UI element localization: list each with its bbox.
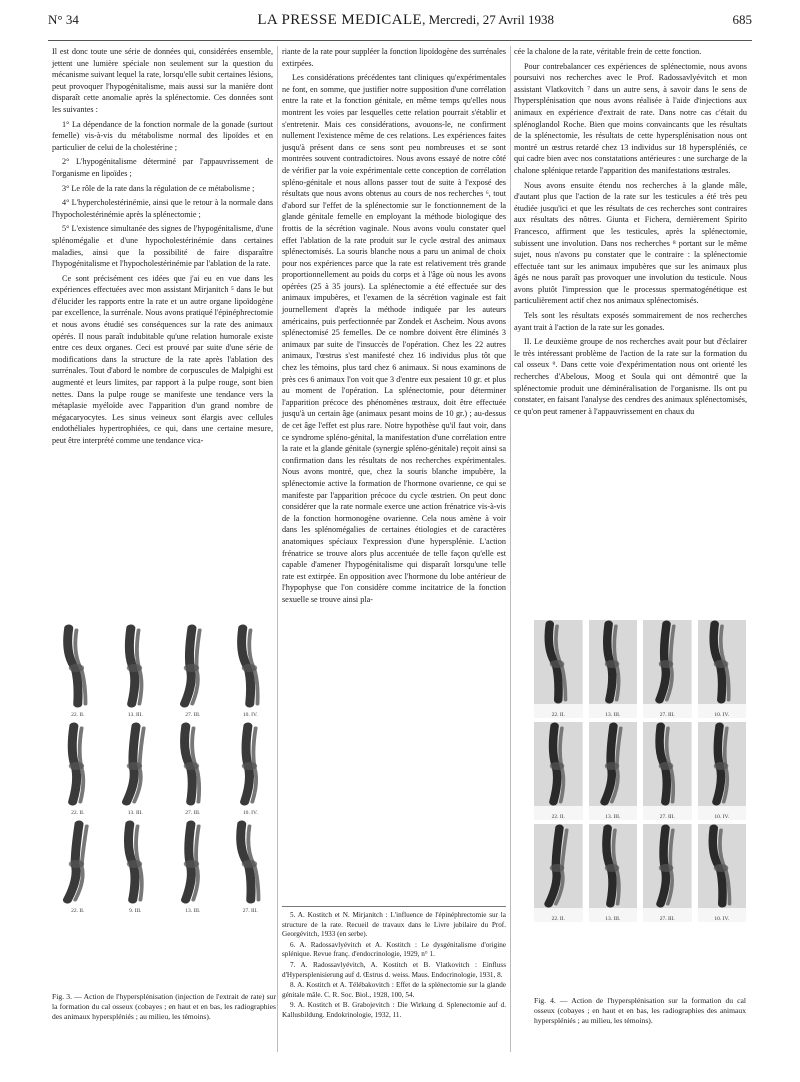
radiograph-image — [643, 620, 692, 704]
radiograph-image — [589, 620, 638, 704]
radiograph-panel — [110, 820, 162, 914]
radiograph-panel — [225, 722, 277, 816]
radiograph-image — [643, 722, 692, 806]
radiograph-date-label: 22. II. — [71, 810, 85, 816]
radiograph-date-label: 27. III. — [242, 908, 258, 914]
radiograph-date-label: 27. III. — [185, 712, 201, 718]
radiograph-image — [534, 620, 583, 704]
radiograph-panel — [589, 722, 638, 820]
radiograph-date-label: 27. III. — [659, 916, 675, 922]
paragraph: riante de la rate pour suppléer la fonction lipoïdogène des surrénales extirpées. — [282, 47, 506, 68]
radiograph-panel — [534, 722, 583, 820]
column-divider — [277, 46, 278, 1052]
radiograph-image — [52, 820, 104, 904]
radiograph-image — [110, 820, 162, 904]
radiograph-image — [589, 824, 638, 908]
radiograph-panel — [643, 620, 692, 718]
paragraph: Il est donc toute une série de données qui, considérées ensemble, jettent une lumière spéciale non seulement sur la question du mécanisme suivant lequel la rate, lorsqu'elle subit certaines lésions, peut provoquer l'hypogénitalisme, mais aussi sur la manière dont disparaît cette anomalie après la splénectomie. Ces données sont les suivantes : — [52, 47, 273, 114]
radiograph-panel — [225, 624, 277, 718]
paragraph: Ce sont précisément ces idées que j'ai eu en vue dans les expériences effectuées avec mon assistant Mirjanitch ⁵ dans le but d'élucider les rapports entre la rate et un autre organe lipoïdogène par excellence, la surrénale. Nous avons pratiqué l'épinéphrectomie et nous avons étudié ses conséquences sur la rate des animaux opérés. Il nous paraît indubitable qu'une relation humorale existe entre ces deux organes. Ceci est prouvé par suite d'une série de modifications dans la structure de la rate après l'ablation des surrénales. Tout d'abord le nombre de corpuscules de Malpighi est augmenté et leurs limites, par rapport à la pulpe rouge, sont bien nettes. Dans la pulpe rouge se manifeste une tendance vers la métaplasie myéloïde avec l'apparition d'un grand nombre de mégacaryocytes. Les sinus veineux sont élargis avec cellules endothéliales hypertrophiées, ce qui, dans une certaine mesure, peut être interprété comme une tendance vica- — [52, 273, 273, 445]
radiograph-image — [110, 624, 162, 708]
radiograph-date-label: 10. IV. — [714, 712, 730, 718]
radiograph-date-label: 13. III. — [605, 814, 621, 820]
radiograph-panel — [110, 624, 162, 718]
page-number: 685 — [732, 12, 752, 27]
radiograph-panel — [534, 620, 583, 718]
paragraph: cée la chalone de la rate, véritable frein de cette fonction. — [514, 47, 702, 56]
footnotes — [282, 906, 506, 1022]
radiograph-image — [52, 624, 104, 708]
radiograph-date-label: 10. IV. — [714, 916, 730, 922]
footnote: 8. A. Kostitch et A. Télébakovitch : Effet de la splénectomie sur la glande génitale mâle. C. R. Soc. Biol., 1928, 100, 54. — [282, 981, 506, 999]
journal-title: LA PRESSE MEDICALE — [257, 12, 423, 28]
radiograph-date-label: 10. IV. — [242, 810, 258, 816]
figure-3-grid — [52, 624, 276, 914]
radiograph-date-label: 22. II. — [551, 712, 565, 718]
radiograph-panel — [698, 620, 747, 718]
figure-3-caption: Fig. 3. — Action de l'hypersplénisation (injection de l'extrait de rate) sur la formation du cal osseux (cobayes ; en haut et en bas, les radiographies des animaux hyperspléniés ; au milieu, les témoins). — [52, 992, 276, 1021]
column-divider — [510, 46, 511, 1052]
radiograph-image — [643, 824, 692, 908]
radiograph-image — [534, 722, 583, 806]
radiograph-panel — [110, 722, 162, 816]
radiograph-image — [167, 624, 219, 708]
radiograph-panel — [643, 722, 692, 820]
radiograph-date-label: 22. II. — [71, 712, 85, 718]
paragraph: Nous avons ensuite étendu nos recherches à la glande mâle, d'autant plus que l'action de la rate sur les testicules a été très peu étudiée jusqu'ici et que les résultats de ces recherches sont contraires aux résultats des nôtres. Giunta et Fichera, dernièrement Spirito Francesco, affirment que les testicules, après la splénectomie, subissent une involution. Dans nos recherches ⁸ portant sur le même sujet, nous n'avons pu constater que le contraire : la splénectomie effectuée tant sur les animaux impubères que sur les animaux plus âgés ne nous paraît pas provoquer une involution du testicule. Nous avons plutôt l'impression que le processus spermatogénétique est particulièrement actif chez nos animaux splénectomisés. — [514, 180, 747, 306]
figure-4-caption: Fig. 4. — Action de l'hypersplénisation sur la formation du cal osseux (cobayes ; en haut et en bas, les radiographies des animaux hyperspléniés ; au milieu, les témoins). — [534, 996, 746, 1025]
footnote: 7. A. Radossavlyévitch, A. Kostitch et B. Vlatkovitch : Einfluss d'Hypersplenisierung auf d. Œstrus d. weiss. Maus. Endocrinologie, 1931, 8. — [282, 960, 506, 979]
column-middle — [282, 46, 506, 609]
radiograph-panel — [167, 624, 219, 718]
radiograph-panel — [643, 824, 692, 922]
issue-date: , Mercredi, 27 Avril 1938 — [422, 12, 554, 27]
radiograph-date-label: 9. III. — [129, 908, 142, 914]
radiograph-date-label: 27. III. — [659, 712, 675, 718]
radiograph-date-label: 13. III. — [127, 712, 143, 718]
paragraph: Pour contrebalancer ces expériences de splénectomie, nous avons poursuivi nos recherches avec le Prof. Radossavlyévitch et mon assistant Vlatkovitch ⁷ dans un autre sens, à savoir dans le sens de l'hypersplénisation que nous avons réalisée à l'aide d'injections aux animaux en expérience d'extrait de rate. Dans notre cas c'était du splénoglandol Roche. Bien que moins convaincants que les résultats de la splénectomie, les résultats de cette hypersplénisation nous ont montré un œstrus retardé chez 13 individus sur 18 hyperspléniés, ce qui cadre bien avec nos constatations antérieures : une surcharge de la chalone splénique retarde l'apparition des manifestations œstrales. — [514, 61, 747, 175]
radiograph-date-label: 13. III. — [605, 916, 621, 922]
radiograph-image — [52, 722, 104, 806]
radiograph-panel — [589, 620, 638, 718]
radiograph-panel — [167, 722, 219, 816]
page-header — [48, 12, 752, 42]
paragraph: 3° Le rôle de la rate dans la régulation de ce métabolisme ; — [62, 183, 255, 193]
radiograph-image — [225, 722, 277, 806]
radiograph-image — [110, 722, 162, 806]
radiograph-image — [698, 824, 747, 908]
figure-4-grid — [534, 620, 746, 922]
radiograph-date-label: 10. IV. — [714, 814, 730, 820]
paragraph: 5° L'existence simultanée des signes de l'hypogénitalisme, d'une splénomégalie et d'une hypocholestérinémie dans certaines maladies, ainsi que la possibilité de faire disparaître l'hypogénitalisme et l'hypocholestérinémie par l'ablation de la rate. — [52, 224, 273, 269]
column-left — [52, 46, 273, 450]
radiograph-panel — [52, 722, 104, 816]
radiograph-image — [225, 624, 277, 708]
radiograph-date-label: 13. III. — [127, 810, 143, 816]
radiograph-panel — [52, 624, 104, 718]
paragraph: II. Le deuxième groupe de nos recherches avait pour but d'éclairer le très intéressant problème de l'action de la rate sur la formation du cal osseux ⁹. Dans cette voie d'expérimentation nous ont orienté les recherches d'Abelous, Moog et Soula qui ont démontré que la splénectomie produit une déminéralisation de l'organisme. Ils ont pu constater, en faisant l'analyse des cendres des animaux splénectomisés, ce qu'on peut ramener à l'appauvrissement en chaux du — [514, 337, 747, 416]
radiograph-panel — [167, 820, 219, 914]
radiograph-date-label: 27. III. — [185, 810, 201, 816]
footnote: 6. A. Radossavlyévitch et A. Kostitch : Le dysgénitalisme d'origine splénique. Revue franç. d'endocrinologie, 1929, n° 1. — [282, 940, 506, 959]
journal-title-line — [257, 12, 554, 29]
header-rule — [48, 40, 752, 41]
radiograph-image — [167, 820, 219, 904]
radiograph-panel — [698, 722, 747, 820]
footnote: 5. A. Kostitch et N. Mirjanitch : L'influence de l'épinéphrectomie sur la structure de la rate. Recueil de travaux dans le Livre jubilaire du Prof. Georgévitch, 1933 (en serbe). — [282, 911, 506, 939]
radiograph-date-label: 22. II. — [551, 814, 565, 820]
radiograph-panel — [698, 824, 747, 922]
radiograph-panel — [589, 824, 638, 922]
paragraph: Tels sont les résultats exposés sommairement de nos recherches ayant trait à l'action de la rate sur les gonades. — [514, 311, 747, 332]
paragraph: 2° L'hypogénitalisme déterminé par l'appauvrissement de l'organisme en lipoïdes ; — [52, 157, 273, 178]
radiograph-date-label: 22. II. — [551, 916, 565, 922]
paragraph: 4° L'hypercholestérinémie, ainsi que le retour à la normale dans l'hypocholestérinémie après la splénectomie ; — [52, 198, 273, 219]
figure-4 — [534, 620, 746, 990]
radiograph-date-label: 13. III. — [605, 712, 621, 718]
radiograph-panel — [225, 820, 277, 914]
radiograph-panel — [534, 824, 583, 922]
radiograph-image — [589, 722, 638, 806]
figure-3 — [52, 624, 276, 986]
radiograph-image — [225, 820, 277, 904]
radiograph-image — [698, 620, 747, 704]
footnote: 9. A. Kostitch et B. Grabojevitch : Die Wirkung d. Splenectomie auf d. Kallusbildung. Endokrinologie, 1932, 11. — [282, 1001, 506, 1019]
radiograph-image — [698, 722, 747, 806]
radiograph-date-label: 27. III. — [659, 814, 675, 820]
paragraph: Les considérations précédentes tant cliniques qu'expérimentales ne font, en somme, que justifier notre supposition d'une corrélation entre la rate et la fonction génitale, en même temps qu'elles nous montrent les voies par lesquelles cette relation pourrait s'établir et s'entretenir. Mais ces considérations, avouons-le, ne confirment nullement l'existence même de ces relations. Les expériences faites jusqu'à présent dans ce sens sont peu nombreuses et se sont montrées souvent contradictoires. Nous avons essayé de notre côté de vérifier par la voie expérimentale cette conception de corrélation spléno-génitale et nous allons passer tout de suite à l'exposé des résultats que nous avons obtenus au cours de nos recherches ⁶, tout d'abord sur l'effet de la splénectomie sur le fonctionnement de la glande génitale femelle en employant la méthode biologique des frottis de la sécrétion vaginale. Nous avons voulu constater quel effet l'ablation de la rate produit sur le cycle œstral des animaux splénectomisés. La souris blanche nous a paru un animal de choix pour nos expériences parce que la rate est relativement très grande proportionnellement au poids du corps et à l'âge où nous les avons opérées (25 à 35 jours). La splénectomie a été effectuée sur des animaux impubères, et l'examen de la sécrétion vaginale est fait journellement d'après la méthode indiquée par les auteurs américains, puis perfectionnée par Zondek et Ascheim. Nous avons splénectomisé 25 femelles. De ce nombre doivent être éliminés 3 animaux par suite de l'insuccès de l'opération. Chez les 22 autres animaux, l'œstrus s'est manifesté chez 16 individus plus tôt que chez les témoins, plus tard chez 6 animaux. Si nous examinons de près ces 6 animaux l'on voit que 3 d'entre eux pesaient 10 gr. et plus au moment de l'opération. La splénectomie, pour déterminer l'apparition précoce des phénomènes œstraux, doit être effectuée jusqu'à un certain âge (animaux pesant moins de 10 gr.) ; au-dessus de cet âge l'effet est plus rare. Notre hypothèse qu'il faut voir, dans ce syndrome spléno-génital, la manifestation d'une corrélation entre la rate et la glande génitale (synergie spléno-génitale) reçoit ainsi sa confirmation dans les résultats de nos recherches expérimentales. Nous avons montré, que, chez la souris blanche impubère, la splénectomie active la formation de l'hormone ovarienne, ce qui se manifeste par l'apparition précoce du cycle œstrien. On peut donc considérer que la rate normale exerce une action frénatrice vis-à-vis de la fonction hormonogène ovarienne. Cela nous amène à voir dans les splénomégalies de certaines étiologies et de caractères anatomiques spéciaux l'expression d'une hypersplénie. L'action frénatrice se trouve alors plus accentuée de telle façon qu'elle est capable d'amener l'hypogénitalisme qui disparaît lorsqu'une telle rate est extirpée. En opposition avec l'hormone du lobe antérieur de l'hypophyse que l'on considère comme incitatrice de la fonction sexuelle se trouve ainsi pla- — [282, 73, 506, 604]
radiograph-image — [167, 722, 219, 806]
paragraph: 1° La dépendance de la fonction normale de la gonade (surtout femelle) vis-à-vis du métabolisme normal des lipoïdes et en particulier de celui de la cholestérine ; — [52, 119, 273, 152]
column-right — [514, 46, 747, 420]
radiograph-panel — [52, 820, 104, 914]
radiograph-date-label: 22. II. — [71, 908, 85, 914]
issue-number: N° 34 — [48, 12, 79, 27]
radiograph-date-label: 10. IV. — [242, 712, 258, 718]
radiograph-date-label: 13. III. — [185, 908, 201, 914]
radiograph-image — [534, 824, 583, 908]
